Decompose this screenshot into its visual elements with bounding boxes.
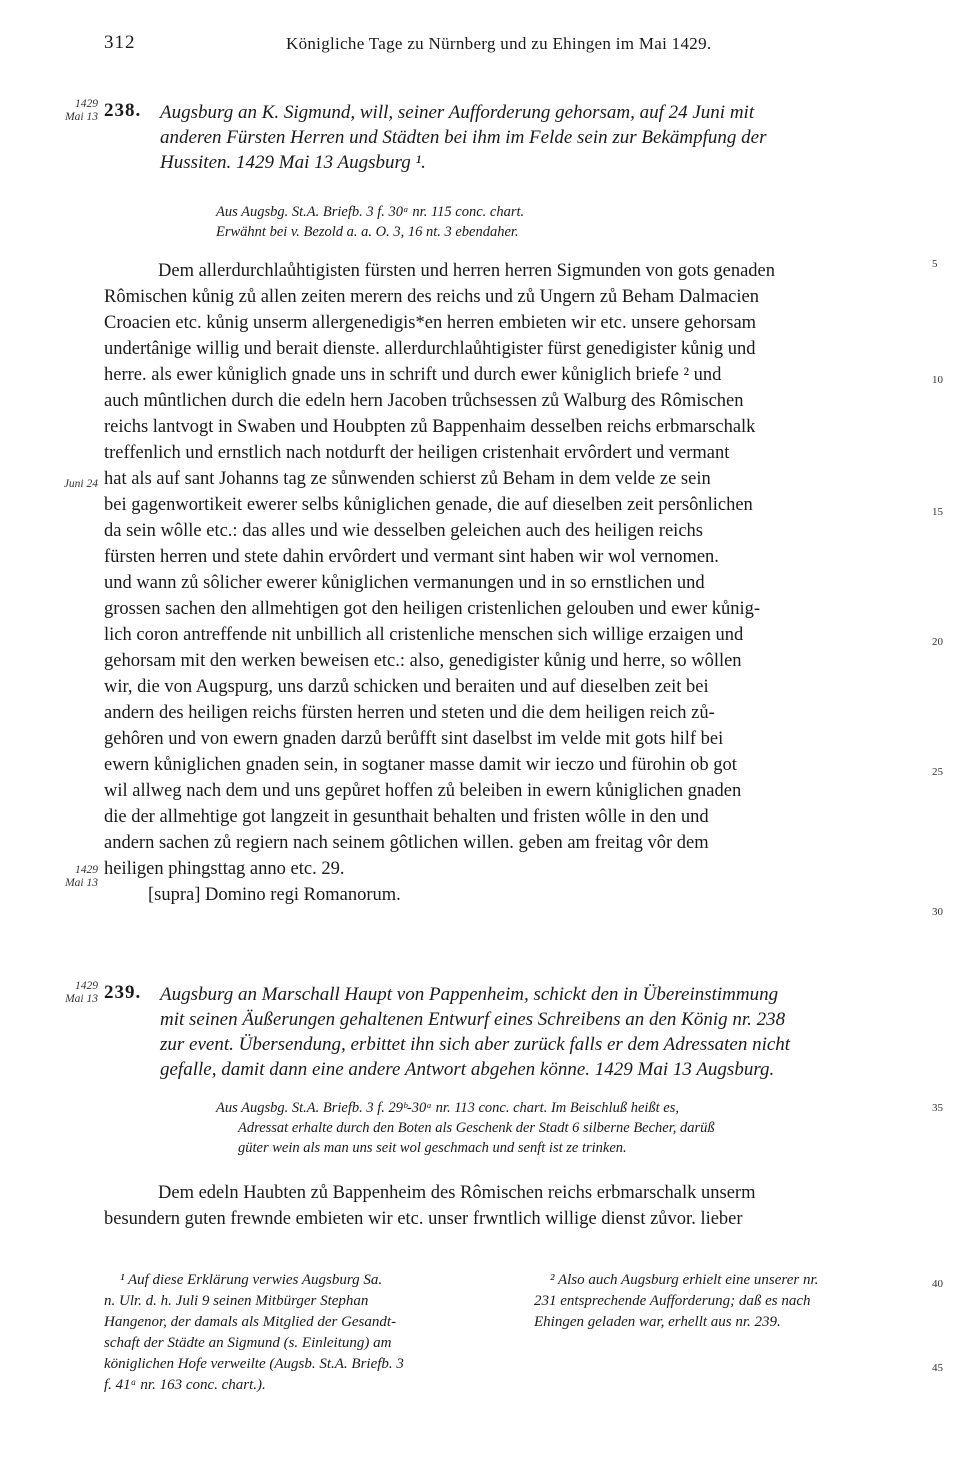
- footnote-line: n. Ulr. d. h. Juli 9 seinen Mitbürger Stephan: [104, 1293, 369, 1309]
- line-number: 35: [932, 1102, 943, 1114]
- entry-number-239: 239.: [104, 982, 142, 1003]
- line-number: 15: [932, 506, 943, 518]
- body-line: treffenlich und ernstlich nach notdurft der heiligen cristenhait ervôrdert und vermant: [104, 443, 730, 463]
- body-line: besundern guten frewnde embieten wir etc. unser frwntlich willige dienst zůvor. lieber: [104, 1209, 743, 1229]
- heading-line: Augsburg an K. Sigmund, will, seiner Aufforderung gehorsam, auf 24 Juni mit: [160, 102, 755, 123]
- body-line: Croacien etc. kůnig unserm allergenedigis*en herren embieten wir etc. unsere gehorsam: [104, 313, 757, 333]
- body-line: gehôren und von ewern gnaden darzů berůfft sint daselbst im velde mit gots hilf bei: [104, 729, 724, 749]
- body-line: auch mûntlichen durch die edeln hern Jacoben trůchsessen zů Walburg des Rômischen: [104, 391, 744, 411]
- body-line: undertânige willig und berait dienste. allerdurchlaůhtigister fürst genedigister kůnig und: [104, 339, 756, 359]
- source-line: Adressat erhalte durch den Boten als Geschenk der Stadt 6 silberne Becher, darüß: [238, 1120, 715, 1136]
- entry-number-238: 238.: [104, 100, 142, 121]
- heading-line: anderen Fürsten Herren und Städten bei ihm im Felde sein zur Bekämpfung der: [160, 127, 767, 148]
- margin-date-end-238: 1429 Mai 13: [65, 864, 98, 889]
- body-line: Rômischen kůnig zů allen zeiten merern des reichs und zů Ungern zů Beham Dalmacien: [104, 287, 759, 307]
- page-header: [0, 32, 960, 58]
- source-line: Erwähnt bei v. Bezold a. a. O. 3, 16 nt. 3 ebendaher.: [216, 224, 519, 240]
- address-line: [supra] Domino regi Romanorum.: [148, 885, 401, 905]
- entry-239-body: [104, 1180, 932, 1232]
- body-line: Dem edeln Haubten zů Bappenheim des Rômischen reichs erbmarschalk unserm: [158, 1183, 756, 1203]
- entry-238-body: [104, 258, 932, 908]
- body-line: heiligen phingsttag anno etc. 29.: [104, 859, 345, 879]
- body-line: reichs lantvogt in Swaben und Houbpten zů Bappenhaim desselben reichs erbmarschalk: [104, 417, 756, 437]
- body-line: und wann zů sôlicher ewerer kůniglichen vermanungen und in so ernstlichen und: [104, 573, 705, 593]
- source-line: güter wein als man uns seit wol geschmach und senft ist ze trinken.: [238, 1140, 627, 1156]
- footnote-line: ¹ Auf diese Erklärung verwies Augsburg Sa.: [120, 1272, 383, 1288]
- footnote-2: [534, 1270, 930, 1333]
- entry-238-heading: [160, 100, 932, 175]
- source-line: Aus Augsbg. St.A. Briefb. 3 f. 30ᵃ nr. 115 conc. chart.: [216, 204, 525, 220]
- entry-239-heading: [160, 982, 932, 1082]
- page-number: 312: [104, 32, 136, 53]
- body-line: ewern kůniglichen gnaden sein, in sogtaner masse damit wir ieczo und fürohin ob got: [104, 755, 737, 775]
- line-number: 40: [932, 1278, 943, 1290]
- heading-line: zur event. Übersendung, erbittet ihn sich aber zurück falls er dem Adressaten nicht: [160, 1034, 791, 1055]
- footnote-line: Ehingen geladen war, erhellt aus nr. 239.: [534, 1314, 781, 1330]
- line-number: 45: [932, 1362, 943, 1374]
- line-number: 30: [932, 906, 943, 918]
- margin-date-juni: Juni 24: [63, 478, 98, 490]
- margin-date-238: 1429 Mai 13: [65, 98, 98, 123]
- body-line: fürsten herren und stete dahin ervôrdert und vermant sint haben wir wol vernomen.: [104, 547, 719, 567]
- heading-line: mit seinen Äußerungen gehaltenen Entwurf eines Schreibens an den König nr. 238: [160, 1009, 786, 1030]
- body-line: bei gagenwortikeit ewerer selbs kůniglichen genade, die auf dieselben zeit persônlichen: [104, 495, 753, 515]
- source-line: Aus Augsbg. St.A. Briefb. 3 f. 29ᵇ-30ᵃ nr. 113 conc. chart. Im Beischluß heißt es,: [216, 1100, 680, 1116]
- entry-238-source: [216, 202, 524, 242]
- body-line: da sein wôlle etc.: das alles und wie desselben geleichen auch des heiligen reichs: [104, 521, 703, 541]
- footnote-line: 231 entsprechende Aufforderung; daß es nach: [534, 1293, 811, 1309]
- body-line: andern sachen zů regiern nach seinem gôtlichen willen. geben am freitag vôr dem: [104, 833, 709, 853]
- footnote-line: ² Also auch Augsburg erhielt eine unserer nr.: [550, 1272, 819, 1288]
- line-number: 5: [932, 258, 938, 270]
- margin-date-239: 1429 Mai 13: [65, 980, 98, 1005]
- line-number: 10: [932, 374, 943, 386]
- body-line: lich coron antreffende nit unbillich all cristenliche menschen sich willige erzaigen und: [104, 625, 744, 645]
- line-number: 25: [932, 766, 943, 778]
- running-title: Königliche Tage zu Nürnberg und zu Ehingen im Mai 1429.: [286, 34, 712, 53]
- footnote-1: [104, 1270, 504, 1396]
- heading-line: Hussiten. 1429 Mai 13 Augsburg ¹.: [160, 152, 426, 173]
- heading-line: Augsburg an Marschall Haupt von Pappenheim, schickt den in Übereinstimmung: [160, 984, 779, 1005]
- body-line: andern des heiligen reichs fürsten herren und steten und die dem heiligen reich zů-: [104, 703, 715, 723]
- body-line: gehorsam mit den werken beweisen etc.: also, genedigister kůnig und herre, so wôllen: [104, 651, 742, 671]
- body-line: herre. als ewer kůniglich gnade uns in schrift und durch ewer kůniglich briefe ² und: [104, 365, 722, 385]
- entry-239-source: [216, 1098, 715, 1158]
- body-line: hat als auf sant Johanns tag ze sůnwenden schierst zů Beham in dem velde ze sein: [104, 469, 711, 489]
- body-line: wil allweg nach dem und uns gepůret hoffen zů beleiben in ewern kůniglichen gnaden: [104, 781, 742, 801]
- heading-line: gefalle, damit dann eine andere Antwort abgehen könne. 1429 Mai 13 Augsburg.: [160, 1059, 775, 1080]
- body-line: wir, die von Augspurg, uns darzů schicken und beraiten und auf dieselben zeit bei: [104, 677, 709, 697]
- body-line: die der allmehtige got langzeit in gesunthait behalten und fristen wôlle in den und: [104, 807, 709, 827]
- line-number: 20: [932, 636, 943, 648]
- footnote-line: Hangenor, der damals als Mitglied der Gesandt-: [104, 1314, 397, 1330]
- body-line: grossen sachen den allmehtigen got den heiligen cristenlichen gelouben und ewer kůnig-: [104, 599, 761, 619]
- body-line: Dem allerdurchlaůhtigisten fürsten und herren herren Sigmunden von gots genaden: [158, 261, 776, 281]
- footnote-line: schaft der Städte an Sigmund (s. Einleitung) am: [104, 1335, 392, 1351]
- footnote-line: königlichen Hofe verweilte (Augsb. St.A. Briefb. 3: [104, 1356, 404, 1372]
- footnote-line: f. 41ᵃ nr. 163 conc. chart.).: [104, 1377, 266, 1393]
